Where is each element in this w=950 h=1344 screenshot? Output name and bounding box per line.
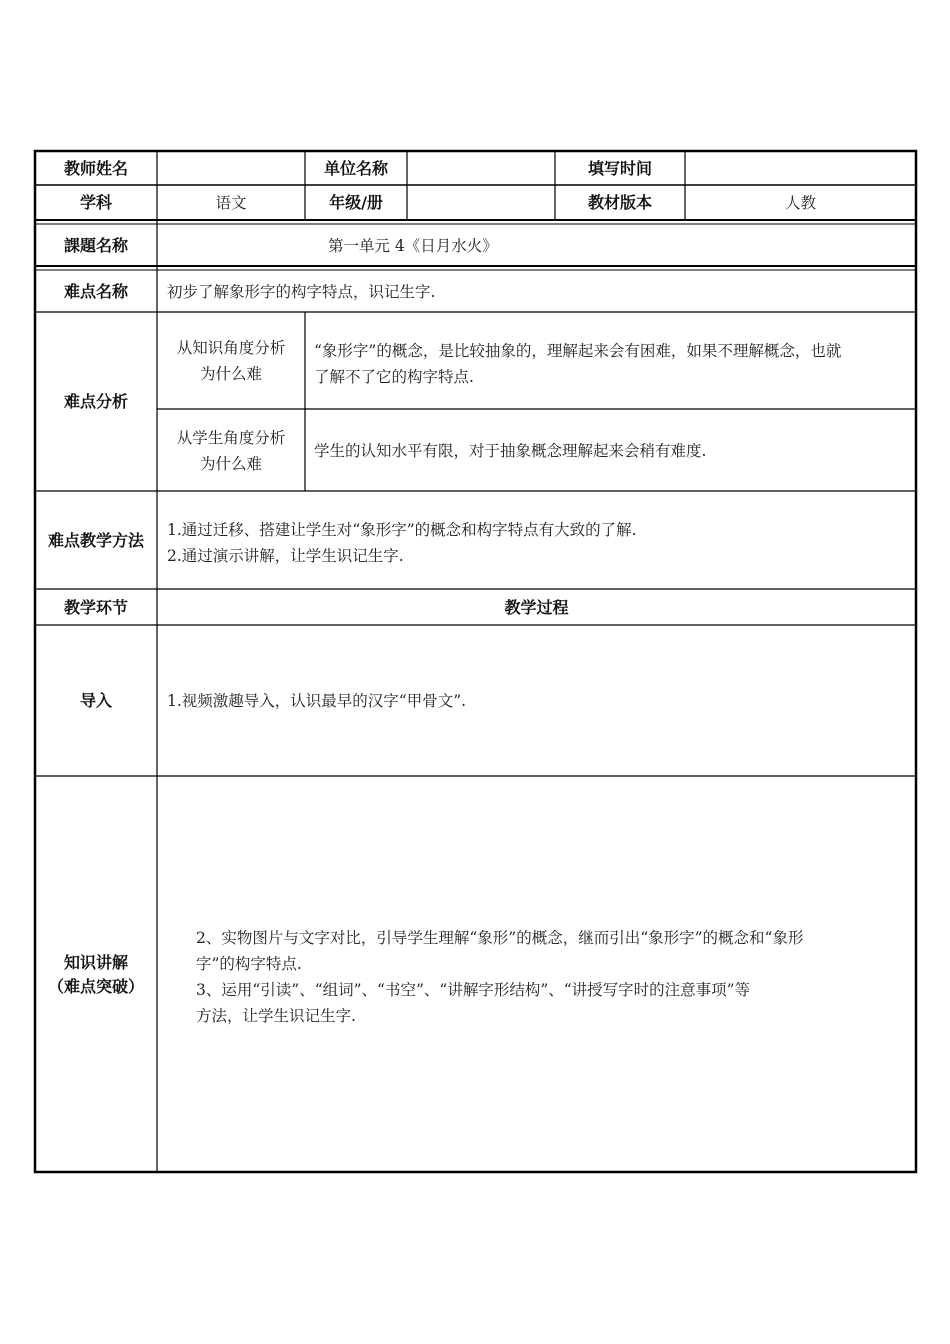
student-angle-text: 学生的认知水平有限，对于抽象概念理解起来会稍有难度. — [314, 441, 707, 460]
analysis-label: 难点分析 — [63, 392, 128, 411]
knowledge-line-2: 字”的构字特点. — [196, 955, 302, 973]
knowledge-label — [35, 777, 157, 1172]
knowledge-label-line-2: （难点突破） — [47, 976, 144, 996]
teacher-name-value[interactable] — [157, 152, 305, 185]
student-angle-label — [157, 410, 305, 491]
unit-name-label: 单位名称 — [323, 158, 388, 178]
subject-label: 学科 — [79, 193, 112, 212]
knowledge-angle-label-line-1: 从知识角度分析 — [176, 339, 286, 357]
fill-time-value[interactable] — [685, 152, 916, 185]
process-header-label: 教学过程 — [504, 597, 569, 617]
knowledge-angle-text — [314, 338, 908, 390]
method-line-2: 2.通过演示讲解，让学生识记生字. — [167, 547, 404, 565]
knowledge-angle-label — [157, 313, 305, 409]
grade-label: 年级/册 — [329, 193, 383, 212]
knowledge-text — [196, 925, 908, 1029]
topic-value[interactable]: 第一单元 4《日月水火》 — [328, 236, 498, 255]
textbook-value[interactable]: 人教 — [784, 194, 816, 212]
subject-value[interactable]: 语文 — [215, 194, 247, 212]
difficulty-value[interactable]: 初步了解象形字的构字特点，识记生字. — [167, 282, 436, 301]
unit-name-value[interactable] — [407, 152, 555, 185]
knowledge-label-line-1: 知识讲解 — [63, 952, 128, 972]
intro-label: 导入 — [79, 691, 112, 710]
knowledge-line-3: 3、运用“引读”、“组词”、“书空”、“讲解字形结构”、“讲授写字时的注意事项”等 — [196, 981, 751, 999]
knowledge-angle-text-line-1: “象形字”的概念，是比较抽象的，理解起来会有困难，如果不理解概念，也就 — [314, 342, 842, 360]
teacher-name-label: 教师姓名 — [63, 158, 128, 178]
method-label: 难点教学方法 — [47, 530, 144, 550]
knowledge-angle-text-line-2: 了解不了它的构字特点. — [314, 368, 474, 386]
textbook-label: 教材版本 — [587, 193, 652, 212]
intro-text: 1.视频激趣导入，认识最早的汉字“甲骨文”. — [167, 692, 467, 710]
grade-value[interactable] — [407, 186, 555, 220]
difficulty-label: 难点名称 — [63, 281, 128, 301]
knowledge-line-1: 2、实物图片与文字对比，引导学生理解“象形”的概念，继而引出“象形字”的概念和“象形 — [196, 929, 804, 947]
knowledge-angle-label-line-2: 为什么难 — [199, 365, 262, 383]
knowledge-line-4: 方法，让学生识记生字. — [196, 1007, 356, 1025]
fill-time-label: 填写时间 — [587, 158, 652, 178]
stage-header-label: 教学环节 — [63, 597, 128, 617]
method-line-1: 1.通过迁移、搭建让学生对“象形字”的概念和构字特点有大致的了解. — [167, 521, 637, 539]
topic-label: 課題名称 — [63, 235, 128, 255]
method-text — [167, 517, 907, 569]
student-angle-label-line-2: 为什么难 — [199, 454, 262, 473]
student-angle-label-line-1: 从学生角度分析 — [176, 428, 286, 447]
